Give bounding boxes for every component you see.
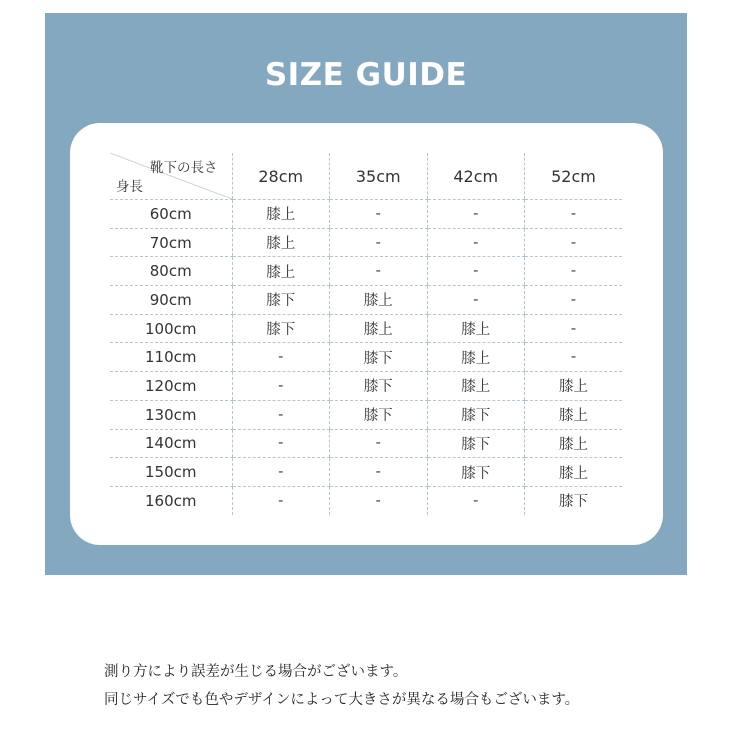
- row-height: 150cm: [110, 458, 232, 487]
- table-cell: 膝上: [427, 372, 525, 401]
- table-cell: 膝下: [232, 286, 330, 315]
- table-row: [110, 486, 622, 514]
- table-cell: -: [232, 343, 330, 372]
- row-height: 110cm: [110, 343, 232, 372]
- table-cell: -: [232, 429, 330, 458]
- column-header: 52cm: [525, 153, 623, 200]
- table-row: [110, 314, 622, 343]
- table-cell: 膝下: [427, 458, 525, 487]
- row-height: 60cm: [110, 200, 232, 229]
- table-cell: 膝上: [525, 458, 623, 487]
- table-cell: -: [232, 458, 330, 487]
- table-cell: 膝下: [330, 372, 428, 401]
- table-cell: 膝下: [427, 429, 525, 458]
- table-cell: -: [525, 257, 623, 286]
- table-cell: -: [330, 257, 428, 286]
- table-cell: -: [330, 228, 428, 257]
- table-cell: 膝下: [427, 400, 525, 429]
- table-cell: -: [330, 486, 428, 514]
- notes: [104, 658, 579, 714]
- table-cell: -: [525, 228, 623, 257]
- row-height: 90cm: [110, 286, 232, 315]
- table-row: [110, 400, 622, 429]
- row-height: 120cm: [110, 372, 232, 401]
- table-row: [110, 286, 622, 315]
- table-row: [110, 372, 622, 401]
- table-cell: -: [427, 257, 525, 286]
- table-cell: 膝上: [525, 372, 623, 401]
- size-table: [110, 153, 622, 515]
- table-cell: 膝上: [427, 314, 525, 343]
- table-cell: -: [525, 314, 623, 343]
- table-cell: 膝下: [330, 343, 428, 372]
- row-height: 100cm: [110, 314, 232, 343]
- table-cell: -: [427, 486, 525, 514]
- row-height: 70cm: [110, 228, 232, 257]
- table-cell: 膝上: [232, 200, 330, 229]
- table-cell: 膝上: [232, 257, 330, 286]
- table-cell: 膝上: [525, 400, 623, 429]
- column-header: 28cm: [232, 153, 330, 200]
- table-cell: -: [427, 200, 525, 229]
- table-row: [110, 200, 622, 229]
- table-row: [110, 429, 622, 458]
- table-cell: -: [330, 200, 428, 229]
- row-height: 140cm: [110, 429, 232, 458]
- table-cell: -: [525, 286, 623, 315]
- table-cell: 膝上: [232, 228, 330, 257]
- table-cell: -: [330, 429, 428, 458]
- table-cell: 膝上: [525, 429, 623, 458]
- row-height: 80cm: [110, 257, 232, 286]
- table-header-row: [110, 153, 622, 200]
- table-cell: 膝下: [232, 314, 330, 343]
- table-cell: -: [232, 400, 330, 429]
- table-row: [110, 228, 622, 257]
- body-height-label: 身長: [116, 179, 143, 195]
- sock-length-label: 靴下の長さ: [150, 160, 218, 176]
- row-height: 160cm: [145, 491, 197, 510]
- table-cell: 膝上: [330, 286, 428, 315]
- table-cell: -: [427, 228, 525, 257]
- table-row: [110, 458, 622, 487]
- table-cell: 膝下: [525, 486, 623, 514]
- table-cell: -: [427, 286, 525, 315]
- note-measurement: 測り方により誤差が生じる場合がございます。: [104, 664, 408, 680]
- table-cell: -: [525, 343, 623, 372]
- column-header: 42cm: [427, 153, 525, 200]
- row-height: 130cm: [110, 400, 232, 429]
- table-row: [110, 343, 622, 372]
- table-cell: -: [232, 486, 330, 514]
- table-cell: 膝上: [330, 314, 428, 343]
- table-row: [110, 257, 622, 286]
- table-cell: 膝上: [427, 343, 525, 372]
- page-title: SIZE GUIDE: [264, 57, 468, 93]
- column-header: 35cm: [330, 153, 428, 200]
- table-cell: -: [330, 458, 428, 487]
- table-corner-header: [110, 153, 232, 200]
- note-variation: 同じサイズでも色やデザインによって大きさが異なる場合もございます。: [104, 692, 580, 708]
- table-cell: -: [232, 372, 330, 401]
- size-guide-panel: [45, 13, 687, 575]
- table-cell: -: [525, 200, 623, 229]
- table-cell: 膝下: [330, 400, 428, 429]
- size-table-card: [70, 123, 663, 545]
